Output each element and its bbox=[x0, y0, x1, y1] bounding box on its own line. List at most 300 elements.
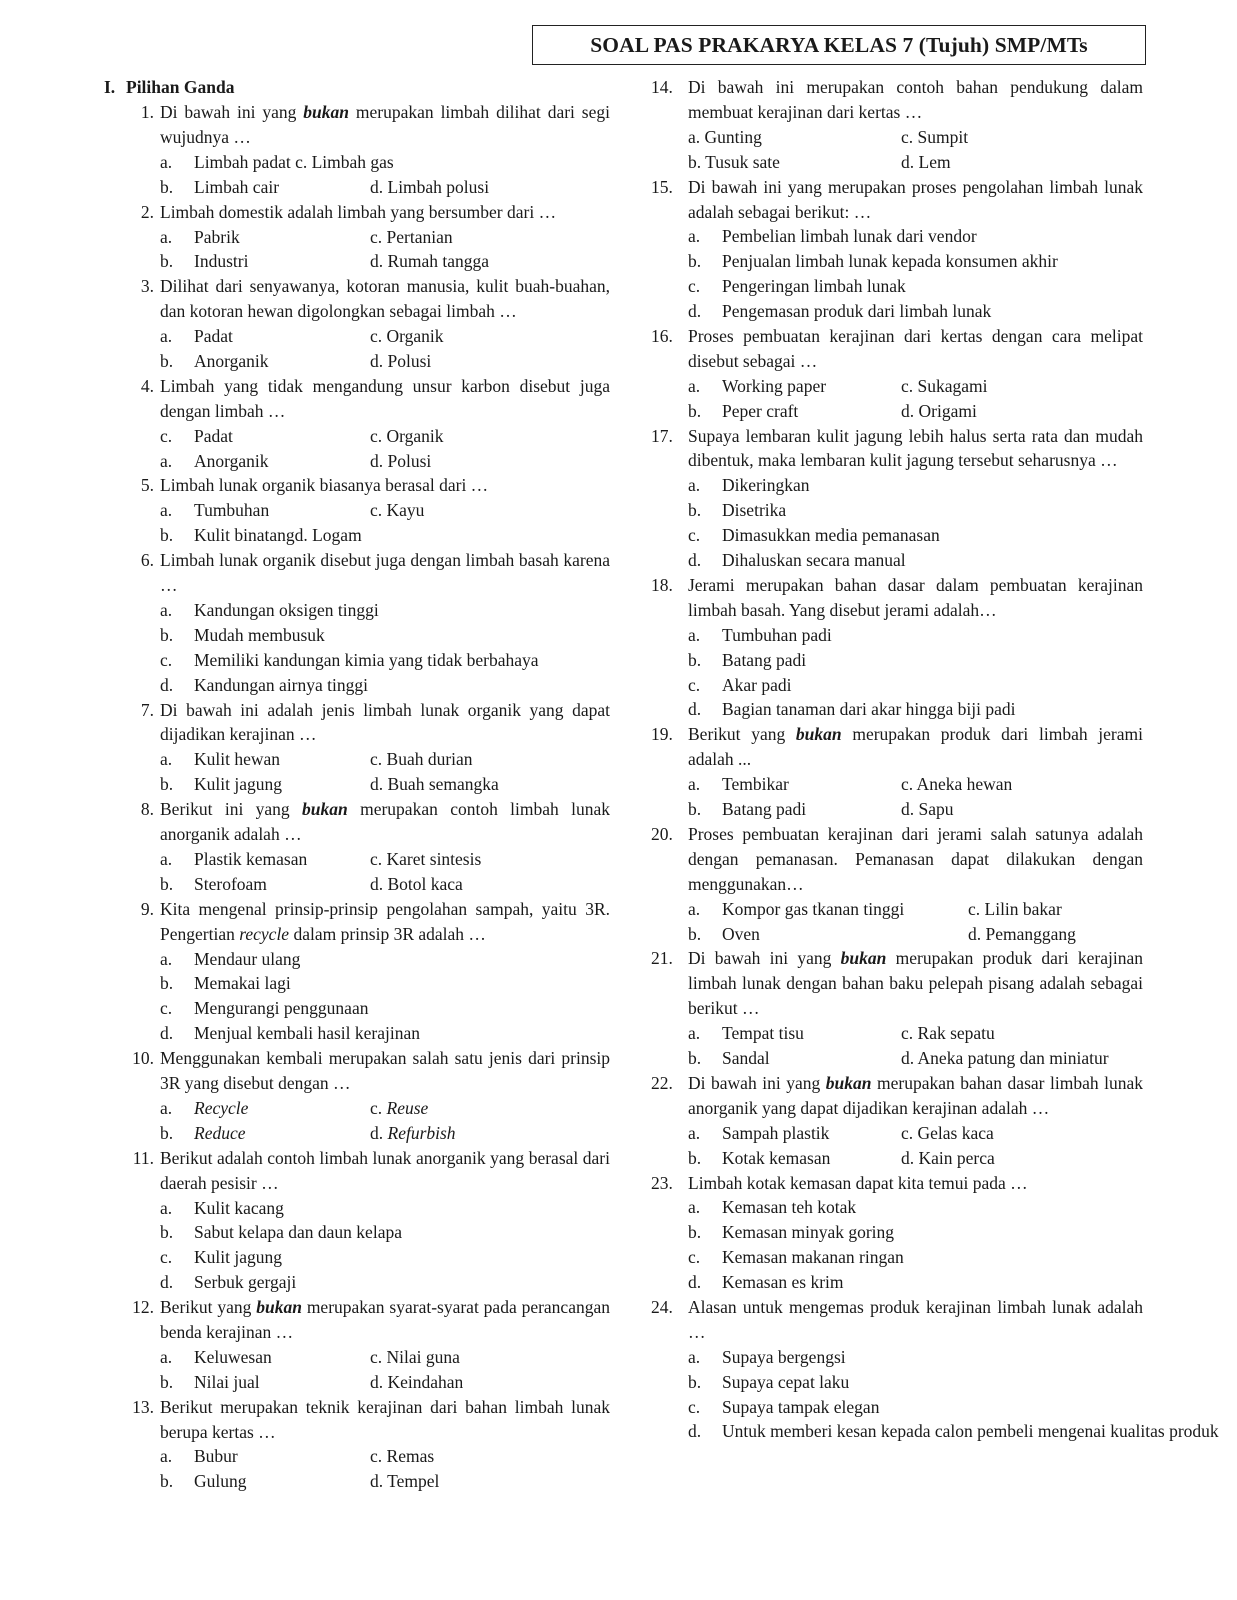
option-text: Kemasan teh kotak bbox=[722, 1197, 857, 1218]
answer-option bbox=[370, 498, 424, 523]
question-text: Berikut yang bukan merupakan produk dari limbah jerami adalah ... bbox=[688, 724, 1143, 770]
option-letter: b. bbox=[160, 1471, 174, 1492]
option-row bbox=[651, 548, 1143, 573]
option-row bbox=[651, 673, 1143, 698]
question-item bbox=[104, 1146, 610, 1295]
answer-option bbox=[688, 1270, 844, 1295]
answer-options bbox=[651, 1345, 1219, 1445]
option-row bbox=[104, 349, 610, 374]
answer-option bbox=[160, 1469, 370, 1494]
answer-options bbox=[651, 1021, 1143, 1071]
question-text: Jerami merupakan bahan dasar dalam pembuatan kerajinan limbah basah. Yang disebut jerami adalah… bbox=[688, 574, 1143, 620]
option-text: c. Sumpit bbox=[901, 126, 969, 147]
option-letter: a. bbox=[160, 749, 173, 770]
right-question-list bbox=[651, 75, 1219, 1444]
answer-option bbox=[160, 1270, 296, 1295]
option-text: Akar padi bbox=[722, 674, 792, 695]
answer-options bbox=[651, 1121, 1143, 1171]
option-letter: b. bbox=[160, 251, 174, 272]
option-text: c. Sukagami bbox=[901, 375, 988, 396]
option-letter: c. bbox=[160, 998, 173, 1019]
option-row bbox=[104, 175, 610, 200]
option-letter: a. bbox=[688, 475, 701, 496]
option-text: Tempat tisu bbox=[722, 1023, 804, 1044]
option-letter: a. bbox=[688, 1197, 701, 1218]
option-row bbox=[104, 673, 610, 698]
answer-option bbox=[688, 922, 968, 947]
option-text: d. Limbah polusi bbox=[370, 176, 490, 197]
option-letter: a. bbox=[688, 1023, 701, 1044]
option-text: Batang padi bbox=[722, 799, 807, 820]
option-text: Kandungan airnya tinggi bbox=[194, 674, 368, 695]
answer-option bbox=[160, 150, 394, 175]
answer-option bbox=[370, 225, 453, 250]
question-number: 7. bbox=[140, 699, 154, 720]
answer-option bbox=[160, 747, 370, 772]
question-number: 5. bbox=[140, 475, 154, 496]
option-row bbox=[651, 697, 1143, 722]
answer-option bbox=[688, 772, 901, 797]
option-text: c. Rak sepatu bbox=[901, 1023, 995, 1044]
option-letter: a. bbox=[160, 1197, 173, 1218]
option-letter: b. bbox=[688, 251, 702, 272]
question-item bbox=[104, 897, 610, 1046]
option-text: c. Gelas kaca bbox=[901, 1122, 994, 1143]
answer-option bbox=[160, 1196, 284, 1221]
option-text: d. Sapu bbox=[901, 799, 954, 820]
option-letter: c. bbox=[160, 1247, 173, 1268]
option-letter: a. bbox=[160, 848, 173, 869]
answer-options bbox=[651, 224, 1143, 324]
option-row bbox=[651, 523, 1143, 548]
option-text: Padat bbox=[194, 326, 233, 347]
option-row bbox=[651, 648, 1143, 673]
answer-option bbox=[688, 1395, 879, 1420]
option-row bbox=[104, 847, 610, 872]
question-item bbox=[651, 75, 1143, 175]
option-letter: b. bbox=[688, 923, 702, 944]
option-letter: c. bbox=[688, 1247, 701, 1268]
answer-option bbox=[160, 673, 368, 698]
answer-option bbox=[688, 697, 1016, 722]
option-row bbox=[651, 1220, 1143, 1245]
option-row bbox=[651, 1046, 1143, 1071]
question-item bbox=[104, 100, 610, 200]
option-text: Kandungan oksigen tinggi bbox=[194, 599, 379, 620]
option-row bbox=[104, 623, 610, 648]
option-letter: d. bbox=[688, 1272, 702, 1293]
question-item bbox=[651, 573, 1143, 722]
answer-option bbox=[160, 598, 379, 623]
option-row bbox=[104, 1021, 610, 1046]
left-column bbox=[104, 75, 610, 1494]
option-row bbox=[104, 150, 610, 175]
option-letter: d. bbox=[688, 1421, 702, 1442]
option-text: Memiliki kandungan kimia yang tidak berbahaya bbox=[194, 649, 539, 670]
question-item bbox=[104, 200, 610, 275]
section-title bbox=[104, 75, 610, 100]
question-text: Di bawah ini yang bukan merupakan produk dari kerajinan limbah lunak dengan bahan baku pelepah pisang adalah sebagai berikut … bbox=[688, 948, 1143, 1019]
question-text: Berikut ini yang bukan merupakan contoh limbah lunak anorganik adalah … bbox=[160, 799, 610, 845]
question-number: 4. bbox=[140, 375, 154, 396]
option-letter: c. bbox=[688, 525, 701, 546]
question-item bbox=[651, 822, 1143, 947]
option-text: b. Tusuk sate bbox=[688, 151, 780, 172]
question-item bbox=[104, 698, 610, 798]
option-text: Kemasan makanan ringan bbox=[722, 1247, 904, 1268]
option-row bbox=[104, 1121, 610, 1146]
option-letter: b. bbox=[160, 873, 174, 894]
answer-option bbox=[160, 872, 370, 897]
answer-options bbox=[651, 772, 1143, 822]
option-text: Supaya bergengsi bbox=[722, 1346, 846, 1367]
question-text: Dilihat dari senyawanya, kotoran manusia, kulit buah-buahan, dan kotoran hewan digolongkan sebagai limbah … bbox=[160, 276, 610, 322]
question-number: 18. bbox=[651, 574, 673, 595]
answer-option bbox=[901, 125, 968, 150]
option-text: Menjual kembali hasil kerajinan bbox=[194, 1023, 420, 1044]
section-number: I. bbox=[104, 77, 116, 97]
option-letter: b. bbox=[160, 973, 174, 994]
answer-options bbox=[104, 847, 610, 897]
option-text: Recycle bbox=[194, 1097, 249, 1118]
answer-options bbox=[104, 598, 610, 698]
option-letter: a. bbox=[160, 226, 173, 247]
question-text: Alasan untuk mengemas produk kerajinan limbah lunak adalah … bbox=[688, 1296, 1143, 1342]
option-row bbox=[104, 1370, 610, 1395]
option-letter: a. bbox=[160, 599, 173, 620]
question-item bbox=[651, 1071, 1143, 1171]
option-text: Limbah padat c. Limbah gas bbox=[194, 151, 394, 172]
question-text: Di bawah ini yang merupakan proses pengolahan limbah lunak adalah sebagai berikut: … bbox=[688, 176, 1143, 222]
option-text: Gulung bbox=[194, 1471, 247, 1492]
option-text: c. Nilai guna bbox=[370, 1346, 460, 1367]
option-letter: b. bbox=[688, 500, 702, 521]
question-number: 1. bbox=[140, 102, 154, 122]
option-letter: d. bbox=[160, 1272, 174, 1293]
answer-option bbox=[160, 947, 300, 972]
option-text: Mendaur ulang bbox=[194, 948, 301, 969]
option-text: Kulit jagung bbox=[194, 1247, 282, 1268]
option-row bbox=[104, 225, 610, 250]
answer-option bbox=[901, 150, 951, 175]
option-text: d. Aneka patung dan miniatur bbox=[901, 1048, 1109, 1069]
answer-option bbox=[160, 424, 370, 449]
option-text: c. Organik bbox=[370, 326, 444, 347]
option-text: d. Keindahan bbox=[370, 1371, 464, 1392]
answer-option bbox=[370, 872, 463, 897]
page-header: SOAL PAS PRAKARYA KELAS 7 (Tujuh) SMP/MTs bbox=[532, 25, 1146, 65]
option-text: Mudah membusuk bbox=[194, 624, 325, 645]
question-text: Di bawah ini adalah jenis limbah lunak organik yang dapat dijadikan kerajinan … bbox=[160, 699, 610, 745]
question-text: Limbah kotak kemasan dapat kita temui pada … bbox=[688, 1172, 1028, 1193]
option-text: Dihaluskan secara manual bbox=[722, 550, 906, 571]
question-text: Berikut adalah contoh limbah lunak anorganik yang berasal dari daerah pesisir … bbox=[160, 1147, 610, 1193]
option-letter: a. bbox=[688, 774, 701, 795]
option-row bbox=[651, 1395, 1143, 1420]
question-number: 24. bbox=[651, 1296, 673, 1317]
question-item bbox=[104, 1395, 610, 1495]
answer-option bbox=[160, 449, 370, 474]
answer-option bbox=[901, 1121, 994, 1146]
option-text: Anorganik bbox=[194, 350, 269, 371]
option-row bbox=[651, 1146, 1143, 1171]
right-column bbox=[651, 75, 1219, 1444]
option-row bbox=[104, 1220, 610, 1245]
option-text: Sandal bbox=[722, 1048, 770, 1069]
answer-option bbox=[160, 648, 539, 673]
option-letter: b. bbox=[688, 1048, 702, 1069]
section-label: Pilihan Ganda bbox=[126, 77, 235, 97]
answer-option bbox=[370, 424, 444, 449]
option-row bbox=[104, 598, 610, 623]
option-text: c. Reuse bbox=[370, 1097, 429, 1118]
question-number: 22. bbox=[651, 1072, 673, 1093]
option-text: Mengurangi penggunaan bbox=[194, 998, 369, 1019]
option-text: Dimasukkan media pemanasan bbox=[722, 525, 940, 546]
answer-option bbox=[688, 274, 906, 299]
answer-option bbox=[688, 1245, 904, 1270]
question-text: Di bawah ini yang bukan merupakan bahan dasar limbah lunak anorganik yang dapat dijadikan kerajinan adalah … bbox=[688, 1072, 1143, 1118]
option-row bbox=[651, 125, 1143, 150]
answer-option bbox=[160, 772, 370, 797]
option-row bbox=[104, 648, 610, 673]
question-number: 13. bbox=[132, 1396, 154, 1417]
option-row bbox=[651, 249, 1143, 274]
question-item bbox=[104, 473, 610, 548]
option-letter: b. bbox=[160, 1371, 174, 1392]
option-row bbox=[104, 1345, 610, 1370]
option-letter: b. bbox=[160, 1122, 174, 1143]
answer-option bbox=[160, 1444, 370, 1469]
answer-option bbox=[370, 1469, 439, 1494]
answer-option bbox=[160, 623, 325, 648]
option-text: Tumbuhan bbox=[194, 500, 270, 521]
option-letter: d. bbox=[160, 674, 174, 695]
answer-option bbox=[901, 399, 977, 424]
option-text: Memakai lagi bbox=[194, 973, 291, 994]
option-letter: b. bbox=[688, 400, 702, 421]
option-text: c. Organik bbox=[370, 425, 444, 446]
option-text: c. Pertanian bbox=[370, 226, 453, 247]
answer-option bbox=[160, 349, 370, 374]
option-text: d. Pemanggang bbox=[968, 923, 1076, 944]
answer-options bbox=[104, 1444, 610, 1494]
option-text: Kotak kemasan bbox=[722, 1147, 831, 1168]
question-text: Limbah lunak organik disebut juga dengan limbah basah karena … bbox=[160, 550, 610, 596]
option-row bbox=[651, 399, 1143, 424]
option-row bbox=[651, 1370, 1143, 1395]
option-row bbox=[651, 299, 1143, 324]
question-text: Proses pembuatan kerajinan dari jerami salah satunya adalah dengan pemanasan. Pemanasan dapat dilakukan dengan menggunakan… bbox=[688, 823, 1143, 894]
option-letter: a. bbox=[688, 375, 701, 396]
question-text: Di bawah ini yang bukan merupakan limbah dilihat dari segi wujudnya … bbox=[160, 102, 610, 147]
question-item bbox=[104, 548, 610, 697]
option-row bbox=[651, 1345, 1143, 1370]
answer-option bbox=[160, 1096, 370, 1121]
answer-options bbox=[651, 1195, 1143, 1295]
question-text: Limbah yang tidak mengandung unsur karbon disebut juga dengan limbah … bbox=[160, 375, 610, 421]
answer-option bbox=[370, 1096, 428, 1121]
answer-option bbox=[688, 1220, 894, 1245]
answer-option bbox=[688, 1370, 849, 1395]
answer-option bbox=[160, 498, 370, 523]
answer-option bbox=[688, 498, 786, 523]
option-text: Oven bbox=[722, 923, 760, 944]
question-text: Berikut yang bukan merupakan syarat-syarat pada perancangan benda kerajinan … bbox=[160, 1297, 610, 1342]
option-text: Supaya tampak elegan bbox=[722, 1396, 880, 1417]
option-row bbox=[104, 947, 610, 972]
option-text: d. Origami bbox=[901, 400, 977, 421]
option-row bbox=[104, 449, 610, 474]
answer-option bbox=[688, 374, 901, 399]
answer-options bbox=[651, 623, 1143, 723]
option-row bbox=[104, 1096, 610, 1121]
option-text: c. Lilin bakar bbox=[968, 898, 1062, 919]
option-letter: c. bbox=[688, 1396, 701, 1417]
answer-option bbox=[370, 1370, 463, 1395]
question-number: 12. bbox=[132, 1297, 154, 1318]
option-row bbox=[651, 1121, 1143, 1146]
answer-option bbox=[688, 523, 940, 548]
option-letter: b. bbox=[160, 176, 174, 197]
question-item bbox=[651, 424, 1143, 573]
option-row bbox=[104, 772, 610, 797]
answer-option bbox=[688, 1419, 1219, 1444]
answer-option bbox=[160, 971, 291, 996]
option-text: Bubur bbox=[194, 1446, 238, 1467]
answer-option bbox=[688, 1146, 901, 1171]
answer-option bbox=[370, 1345, 460, 1370]
question-text: Menggunakan kembali merupakan salah satu jenis dari prinsip 3R yang disebut dengan … bbox=[160, 1048, 610, 1093]
answer-options bbox=[104, 1345, 610, 1395]
option-text: d. Lem bbox=[901, 151, 951, 172]
question-item bbox=[651, 722, 1143, 822]
option-letter: b. bbox=[688, 799, 702, 820]
option-letter: a. bbox=[160, 1346, 173, 1367]
question-item bbox=[651, 1171, 1143, 1295]
option-row bbox=[651, 1419, 1219, 1444]
answer-options bbox=[104, 747, 610, 797]
question-number: 19. bbox=[651, 724, 673, 745]
question-item bbox=[651, 175, 1143, 324]
answer-options bbox=[104, 424, 610, 474]
option-letter: b. bbox=[688, 1147, 702, 1168]
answer-option bbox=[688, 648, 806, 673]
option-text: Pabrik bbox=[194, 226, 240, 247]
option-letter: b. bbox=[688, 1371, 702, 1392]
option-row bbox=[651, 623, 1143, 648]
option-letter: c. bbox=[160, 425, 173, 446]
option-letter: b. bbox=[160, 350, 174, 371]
option-text: Supaya cepat laku bbox=[722, 1371, 850, 1392]
option-text: Disetrika bbox=[722, 500, 787, 521]
option-letter: b. bbox=[688, 1222, 702, 1243]
answer-option bbox=[370, 1444, 434, 1469]
option-row bbox=[651, 772, 1143, 797]
question-number: 6. bbox=[140, 550, 154, 571]
answer-option bbox=[160, 523, 362, 548]
option-letter: a. bbox=[688, 898, 701, 919]
option-letter: b. bbox=[160, 624, 174, 645]
option-row bbox=[651, 922, 1143, 947]
option-text: Kulit jagung bbox=[194, 774, 282, 795]
option-text: Pengemasan produk dari limbah lunak bbox=[722, 301, 992, 322]
answer-option bbox=[370, 1121, 456, 1146]
answer-option bbox=[160, 1245, 282, 1270]
option-text: Bagian tanaman dari akar hingga biji padi bbox=[722, 699, 1016, 720]
question-number: 15. bbox=[651, 176, 673, 197]
option-row bbox=[651, 274, 1143, 299]
question-number: 16. bbox=[651, 325, 673, 346]
option-text: d. Kain perca bbox=[901, 1147, 995, 1168]
answer-options bbox=[104, 498, 610, 548]
option-letter: a. bbox=[160, 1446, 173, 1467]
answer-options bbox=[104, 947, 610, 1047]
question-number: 10. bbox=[132, 1048, 154, 1069]
option-letter: a. bbox=[160, 151, 173, 172]
answer-option bbox=[160, 847, 370, 872]
question-text: Proses pembuatan kerajinan dari kertas dengan cara melipat disebut sebagai … bbox=[688, 325, 1143, 371]
answer-option bbox=[688, 125, 901, 150]
option-text: Untuk memberi kesan kepada calon pembeli mengenai kualitas produk bbox=[722, 1421, 1219, 1442]
question-item bbox=[651, 324, 1143, 424]
question-text: Limbah domestik adalah limbah yang bersumber dari … bbox=[160, 201, 557, 222]
answer-option bbox=[370, 847, 481, 872]
option-text: d. Rumah tangga bbox=[370, 251, 490, 272]
answer-option bbox=[160, 1021, 420, 1046]
question-number: 21. bbox=[651, 948, 673, 969]
answer-options bbox=[651, 374, 1143, 424]
option-letter: a. bbox=[688, 624, 701, 645]
question-item bbox=[104, 1295, 610, 1395]
option-letter: d. bbox=[688, 550, 702, 571]
answer-options bbox=[651, 897, 1143, 947]
option-letter: a. bbox=[688, 1122, 701, 1143]
question-text: Supaya lembaran kulit jagung lebih halus serta rata dan mudah dibentuk, maka lembaran kulit jagung tersebut seharusnya … bbox=[688, 425, 1143, 471]
answer-option bbox=[688, 299, 991, 324]
answer-option bbox=[160, 1121, 370, 1146]
answer-option bbox=[370, 249, 489, 274]
option-text: Nilai jual bbox=[194, 1371, 260, 1392]
answer-option bbox=[160, 175, 370, 200]
option-text: Pengeringan limbah lunak bbox=[722, 276, 906, 297]
option-letter: a. bbox=[688, 226, 701, 247]
question-number: 2. bbox=[140, 201, 154, 222]
option-row bbox=[104, 747, 610, 772]
option-text: Kemasan minyak goring bbox=[722, 1222, 895, 1243]
option-text: Limbah cair bbox=[194, 176, 280, 197]
question-text: Berikut merupakan teknik kerajinan dari bahan limbah lunak berupa kertas … bbox=[160, 1396, 610, 1442]
answer-options bbox=[104, 324, 610, 374]
option-text: c. Remas bbox=[370, 1446, 435, 1467]
option-row bbox=[651, 224, 1143, 249]
option-letter: c. bbox=[688, 674, 701, 695]
answer-options bbox=[104, 1096, 610, 1146]
option-text: Working paper bbox=[722, 375, 827, 396]
option-row bbox=[104, 324, 610, 349]
answer-option bbox=[160, 1220, 402, 1245]
option-text: c. Aneka hewan bbox=[901, 774, 1013, 795]
option-letter: a. bbox=[160, 948, 173, 969]
answer-option bbox=[688, 897, 968, 922]
answer-option bbox=[160, 1345, 370, 1370]
option-letter: a. bbox=[160, 326, 173, 347]
option-letter: a. bbox=[160, 1097, 173, 1118]
option-row bbox=[651, 473, 1143, 498]
option-letter: d. bbox=[160, 1023, 174, 1044]
question-item bbox=[651, 1295, 1219, 1444]
option-row bbox=[651, 1021, 1143, 1046]
